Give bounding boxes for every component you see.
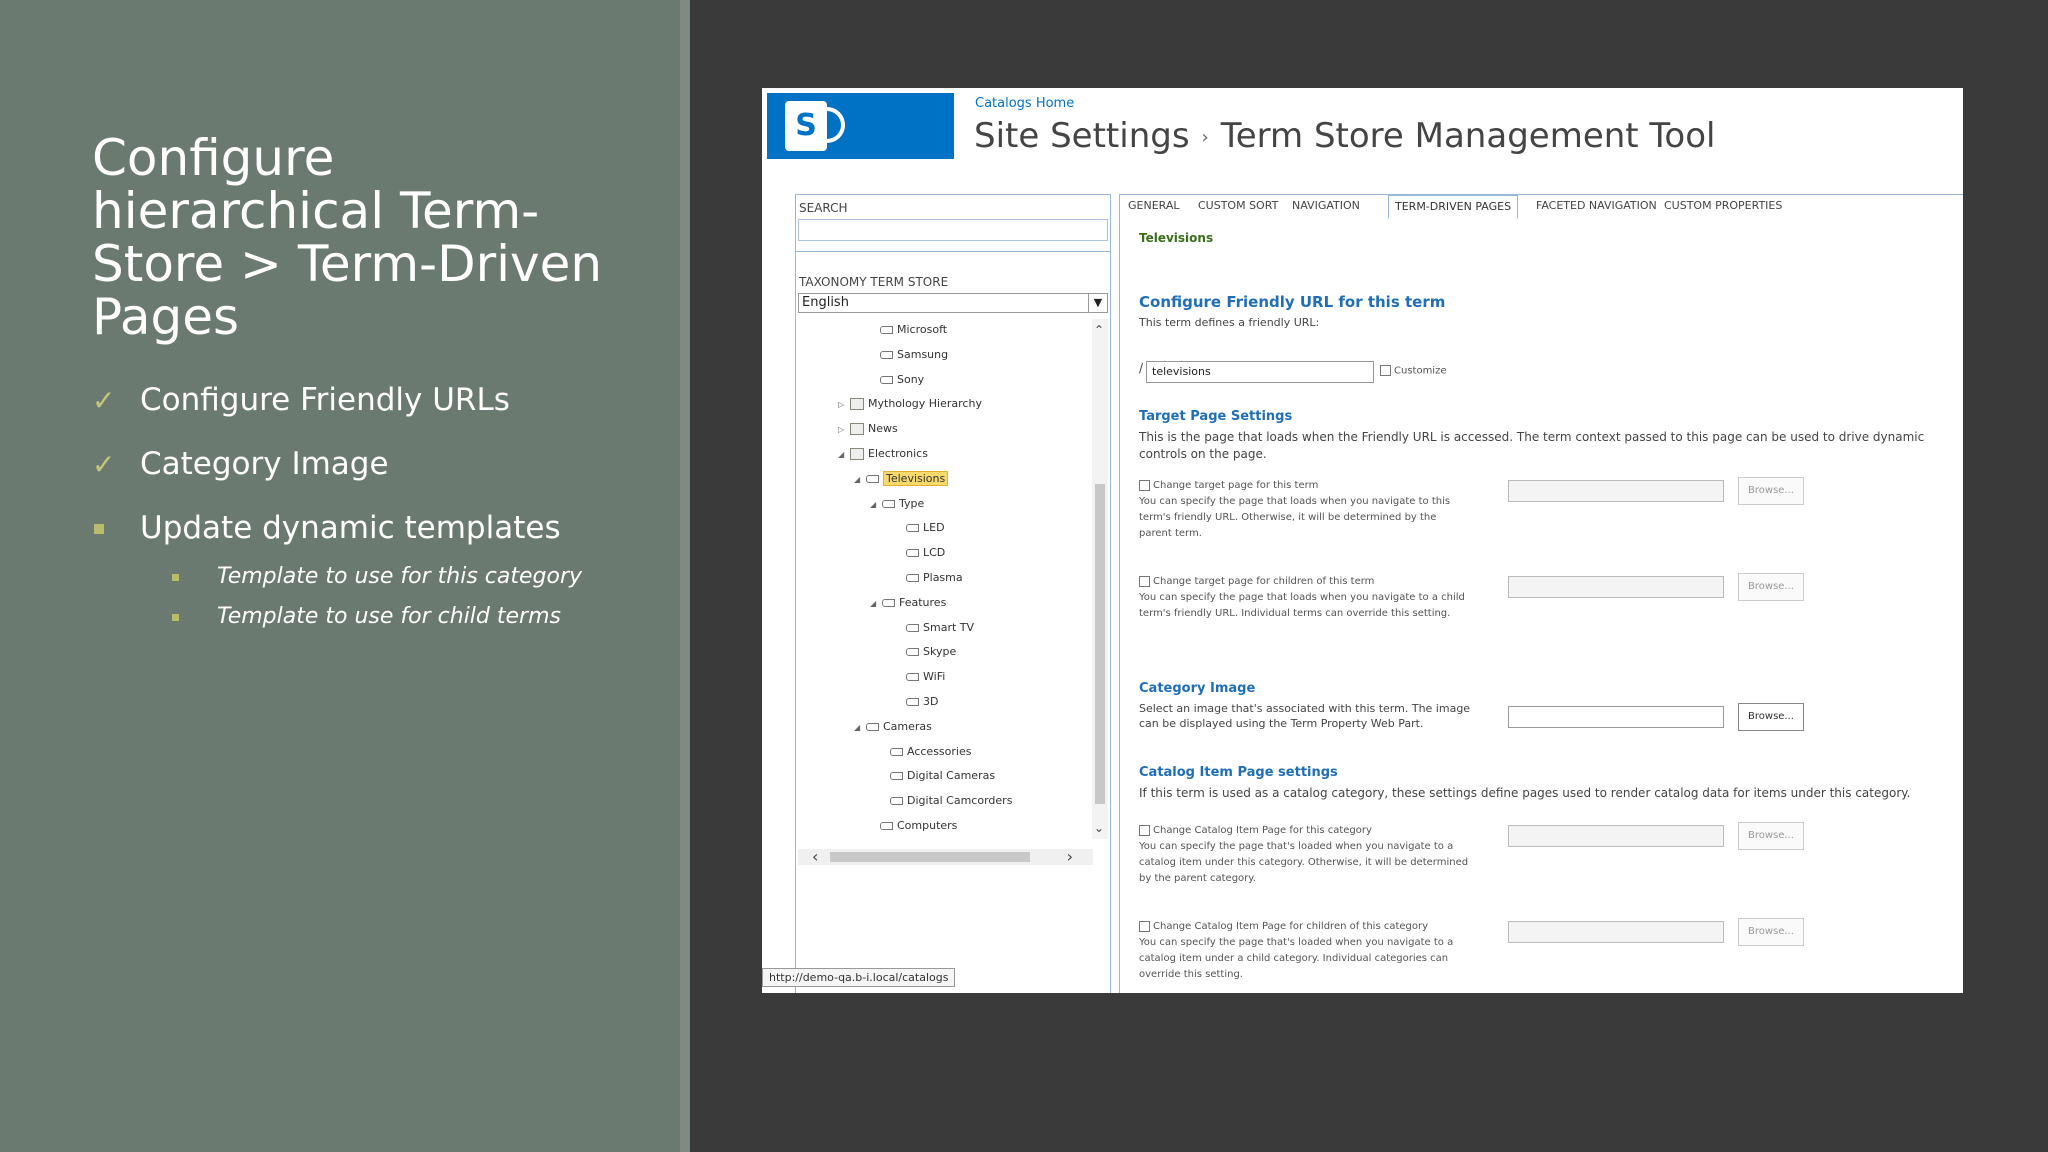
tree-node[interactable] [894,519,945,537]
catalog-option-2: Change Catalog Item Page for children of this category You can specify the page that's loaded when you navigate to a catalog item under a child category. Individual categories can override this setting. [1139,921,1454,980]
slide-title: Configure hierarchical Term-Store > Term-Driven Pages [92,129,603,346]
tree-node[interactable] [868,346,948,364]
category-image-field[interactable] [1508,706,1724,728]
target-option-1: Change target page for this term You can specify the page that loads when you navigate to this term's friendly URL. Otherwise, it will be determined by the parent term. [1139,480,1451,539]
term-store-pane [795,194,1111,993]
tree-node-label: LCD [923,546,946,560]
target-children-checkbox[interactable] [1139,576,1150,587]
tree-node[interactable] [838,395,982,413]
scroll-right-icon[interactable]: › [1066,847,1073,866]
term-tag-icon [880,326,893,334]
tree-node-label: News [868,422,898,436]
catalog-children-field [1508,921,1724,943]
browse-button: Browse... [1738,918,1804,946]
tree-node[interactable] [894,569,963,587]
tree-node-label: Accessories [907,744,972,758]
term-tag-icon [906,549,919,557]
expand-toggle-icon[interactable]: ◢ [838,450,845,459]
breadcrumb-separator-icon: › [1201,127,1209,148]
tab-bar [1120,195,1963,219]
term-store-label: TAXONOMY TERM STORE [799,275,949,289]
customize-checkbox[interactable] [1380,365,1391,376]
tree-node-label: Skype [923,645,957,659]
page-title-tool: Term Store Management Tool [1220,116,1716,156]
term-tag-icon [880,351,893,359]
term-group-icon [850,398,864,410]
search-label: SEARCH [799,201,848,215]
search-input[interactable] [798,219,1108,241]
tree-node[interactable] [894,619,974,637]
expand-toggle-icon[interactable]: ◢ [870,499,877,509]
tree-node[interactable] [878,767,995,785]
category-image-heading: Category Image [1139,681,1256,696]
tab-term-driven-pages[interactable]: TERM-DRIVEN PAGES [1388,195,1518,219]
tree-node-label: Features [899,595,947,609]
divider [796,251,1110,252]
tree-node[interactable] [894,693,938,711]
horizontal-scrollbar[interactable] [798,849,1093,865]
tree-node-label: Type [899,496,925,510]
catalog-page-field [1508,825,1724,847]
page-title-site-settings[interactable]: Site Settings [974,116,1190,156]
sub-bullet-item: Template to use for this category [92,564,652,604]
bullet-item: ✓ Category Image [92,446,389,482]
scroll-thumb[interactable] [1095,484,1105,804]
term-tag-icon [906,574,919,582]
friendly-url-heading: Configure Friendly URL for this term [1139,293,1446,311]
tree-node-label: Televisions [883,471,948,486]
browse-button[interactable]: Browse... [1738,703,1804,731]
friendly-url-input[interactable]: televisions [1146,361,1374,383]
chevron-down-icon[interactable]: ▼ [1088,294,1107,312]
expand-toggle-icon[interactable]: ◢ [870,598,877,608]
tree-node[interactable] [894,643,956,661]
check-icon: ✓ [92,448,116,481]
status-url: http://demo-qa.b-i.local/catalogs [762,968,955,987]
expand-toggle-icon[interactable]: ◢ [854,722,861,732]
catalog-category-checkbox[interactable] [1139,825,1150,836]
term-tag-icon [890,748,903,756]
tree-node-label: Electronics [868,447,928,460]
target-page-heading: Target Page Settings [1139,409,1293,424]
term-tag-icon [866,475,879,483]
target-term-checkbox[interactable] [1139,480,1150,491]
tree-node-label: Sony [897,372,925,386]
tree-node[interactable] [894,668,945,686]
scroll-thumb[interactable] [830,852,1030,862]
browse-button: Browse... [1738,822,1804,850]
target-page-field [1508,480,1724,502]
url-prefix: / [1139,361,1144,375]
sub-bullet-item: Template to use for child terms [92,604,652,644]
tree-node-label: Computers [897,819,958,832]
category-image-desc: Select an image that's associated with this term. The image can be displayed using the Term Property Web Part. [1139,702,1471,730]
term-tag-icon [890,797,903,805]
tree-node-label: 3D [923,695,939,708]
tree-node[interactable] [868,371,924,389]
term-tag-icon [882,599,895,607]
expand-toggle-icon[interactable]: ▷ [838,425,845,435]
friendly-url-desc: This term defines a friendly URL: [1139,316,1320,329]
term-tag-icon [906,673,919,681]
target-page-desc: This is the page that loads when the Friendly URL is accessed. The term context passed to this page can be used to drive dynamic controls on the page. [1139,430,1925,461]
tree-node-label: Digital Camcorders [907,794,1013,808]
target-option-2: Change target page for children of this term You can specify the page that loads when you navigate to a child term's friendly URL. Individual terms can override this setting. [1139,576,1465,619]
term-tag-icon [906,624,919,632]
term-tag-icon [866,723,879,731]
sharepoint-window [762,88,1963,993]
tree-node-label: Microsoft [897,323,948,336]
tab-navigation[interactable]: NAVIGATION [1292,199,1360,212]
tree-node[interactable] [894,544,945,562]
tree-node[interactable] [854,718,932,736]
bullet-item: ✓ Configure Friendly URLs [92,382,510,418]
tree-node[interactable] [854,470,948,488]
tree-node-label: Plasma [923,571,963,584]
tree-node-label: Digital Cameras [907,769,996,783]
tree-node[interactable] [868,321,947,339]
tree-node[interactable] [878,792,1012,810]
sharepoint-arrow-icon [821,107,845,143]
term-group-icon [850,448,864,460]
expand-toggle-icon[interactable]: ◢ [854,474,861,484]
term-properties-pane [1119,194,1963,993]
term-tag-icon [880,376,893,384]
term-tag-icon [906,648,919,656]
tab-faceted-navigation[interactable]: FACETED NAVIGATION [1536,199,1657,212]
target-children-field [1508,576,1724,598]
term-name: Televisions [1139,231,1214,245]
term-tag-icon [880,822,893,830]
language-select[interactable]: English ▼ [798,293,1108,313]
tree-node[interactable] [870,594,946,612]
scroll-left-icon[interactable]: ‹ [812,847,819,866]
customize-option[interactable]: Customize [1380,365,1447,377]
catalog-option-1: Change Catalog Item Page for this category You can specify the page that's loaded when you navigate to a catalog item under this category. Otherwise, it will be determined by the parent category. [1139,825,1469,884]
tab-custom-sort[interactable]: CUSTOM SORT [1198,199,1279,212]
browse-button: Browse... [1738,477,1804,505]
tab-custom-properties[interactable]: CUSTOM PROPERTIES [1664,199,1783,212]
tree-node-label: Mythology Hierarchy [868,397,982,411]
catalog-children-checkbox[interactable] [1139,921,1150,932]
scroll-up-icon[interactable]: ⌃ [1094,323,1105,337]
tree-node[interactable] [838,445,928,463]
expand-toggle-icon[interactable]: ▷ [838,400,845,410]
tab-general[interactable]: GENERAL [1128,199,1180,212]
term-tag-icon [882,500,895,508]
sharepoint-logo[interactable] [767,93,954,159]
tree-node[interactable] [868,817,957,835]
sharepoint-icon: S [785,101,827,151]
bullet-list [92,382,652,644]
term-tag-icon [906,698,919,706]
catalog-item-heading: Catalog Item Page settings [1139,765,1338,780]
slide-divider [680,0,690,1152]
bullet-item: Update dynamic templates [92,510,652,574]
square-bullet-icon [94,524,104,534]
check-icon: ✓ [92,384,116,417]
tree-node[interactable] [838,420,898,438]
tree-node[interactable] [878,743,971,761]
term-group-icon [850,423,864,435]
square-bullet-icon [172,614,179,621]
tree-node[interactable] [870,495,924,513]
square-bullet-icon [172,574,179,581]
term-tag-icon [906,524,919,532]
slide-panel [0,0,680,1152]
catalog-item-desc: If this term is used as a catalog category, these settings define pages used to render catalog data for items under this category. [1139,786,1911,800]
tree-node-label: Samsung [897,347,949,361]
browse-button: Browse... [1738,573,1804,601]
scroll-down-icon[interactable]: ⌄ [1094,821,1105,835]
tree-node-label: LED [923,521,945,535]
page-title [974,116,1715,156]
vertical-scrollbar[interactable] [1092,319,1108,839]
tree-node-label: Smart TV [923,620,975,634]
taxonomy-tree [798,319,1093,839]
tree-node-label: Cameras [883,719,932,733]
breadcrumb-link[interactable]: Catalogs Home [975,96,1075,111]
tree-node-label: WiFi [923,670,946,684]
term-tag-icon [890,772,903,780]
